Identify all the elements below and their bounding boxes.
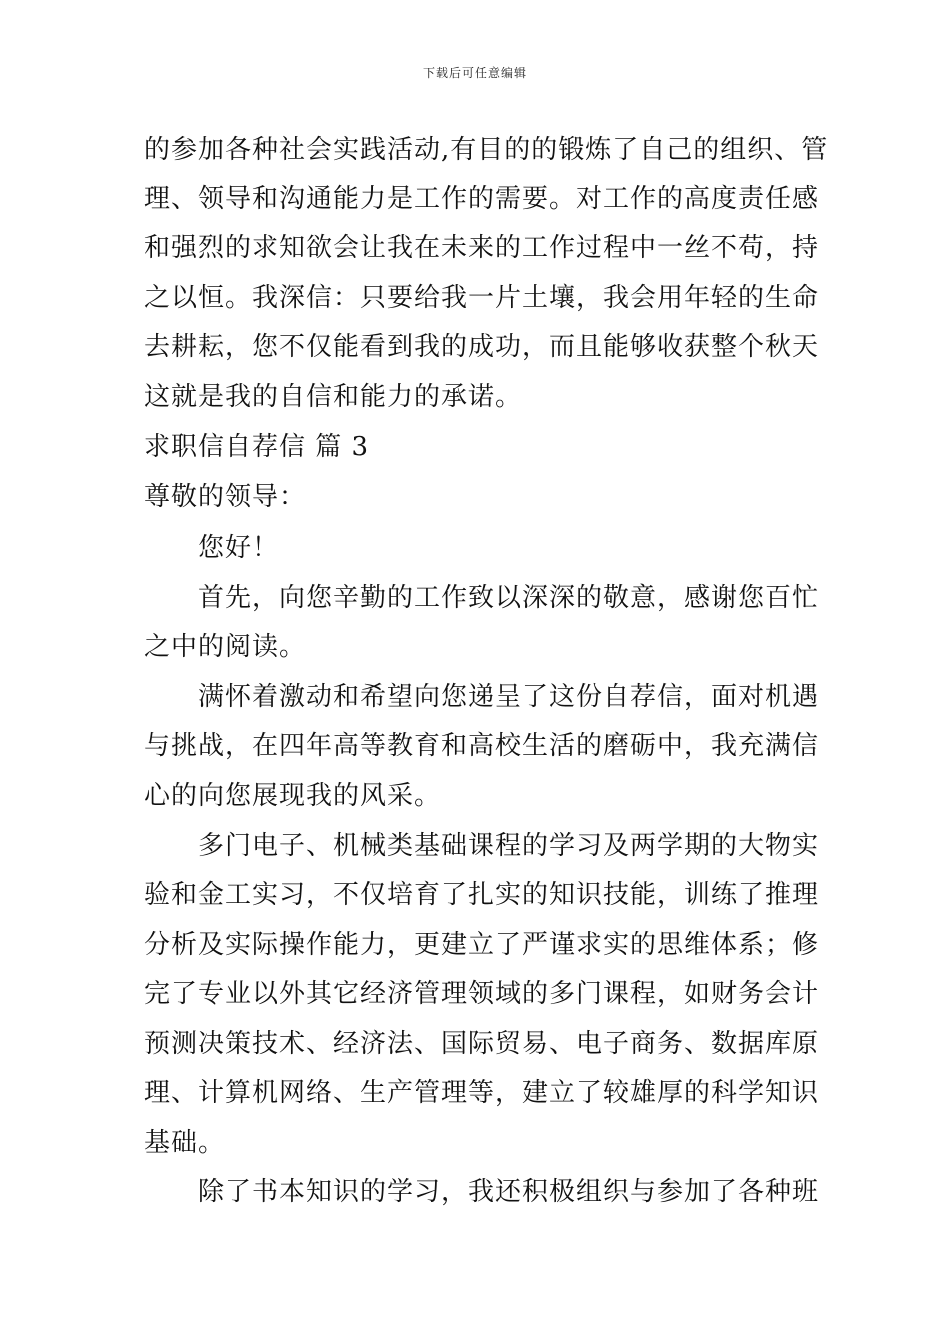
text-line: 之中的阅读。	[144, 632, 307, 662]
section-heading: 求职信自荐信 篇 3	[144, 432, 370, 462]
text-line: 验和金工实习，不仅培育了扎实的知识技能，训练了推理	[144, 880, 820, 910]
text-line: 心的向您展现我的风采。	[144, 781, 442, 811]
text-line: 去耕耘，您不仅能看到我的成功，而且能够收获整个秋天	[144, 332, 820, 362]
text-line: 的参加各种社会实践活动,有目的的锻炼了自己的组织、管	[144, 135, 829, 165]
text-line: 预测决策技术、经济法、国际贸易、电子商务、数据库原	[144, 1029, 820, 1059]
text-line: 多门电子、机械类基础课程的学习及两学期的大物实	[198, 831, 820, 861]
salutation: 尊敬的领导：	[144, 482, 307, 512]
text-line: 这就是我的自信和能力的承诺。	[144, 382, 523, 412]
text-line: 和强烈的求知欲会让我在未来的工作过程中一丝不苟，持	[144, 233, 820, 263]
text-line: 理、领导和沟通能力是工作的需要。对工作的高度责任感	[144, 184, 820, 214]
text-line: 与挑战，在四年高等教育和高校生活的磨砺中，我充满信	[144, 731, 820, 761]
header-note: 下载后可任意编辑	[422, 66, 527, 80]
text-line: 之以恒。我深信：只要给我一片土壤，我会用年轻的生命	[144, 283, 820, 313]
text-line: 满怀着激动和希望向您递呈了这份自荐信，面对机遇	[198, 682, 820, 712]
text-line: 理、计算机网络、生产管理等，建立了较雄厚的科学知识	[144, 1078, 820, 1108]
text-line: 分析及实际操作能力，更建立了严谨求实的思维体系；修	[144, 930, 820, 960]
text-line: 基础。	[144, 1128, 226, 1158]
text-line: 完了专业以外其它经济管理领域的多门课程，如财务会计	[144, 979, 820, 1009]
greeting: 您好！	[198, 533, 280, 563]
text-line: 首先，向您辛勤的工作致以深深的敬意，感谢您百忙	[198, 583, 820, 613]
text-line: 除了书本知识的学习，我还积极组织与参加了各种班	[198, 1177, 820, 1207]
